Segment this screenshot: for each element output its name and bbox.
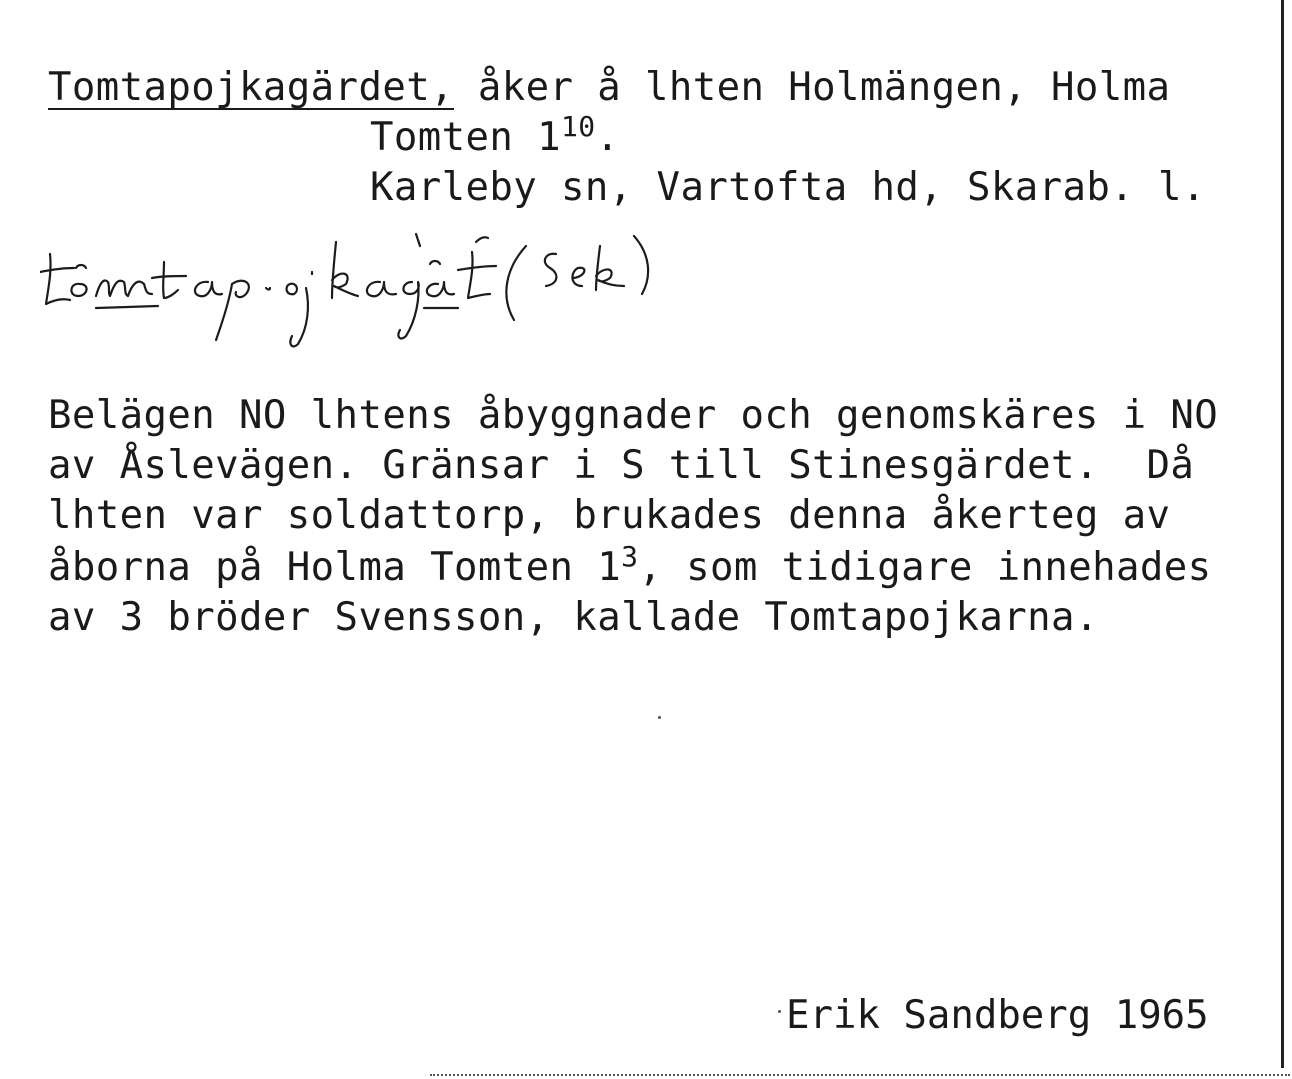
body-line-3: lhten var soldattorp, brukades denna åkerteg av <box>48 493 1171 538</box>
property-number-superscript: 10 <box>561 110 596 143</box>
property-designation: Tomten 1 <box>370 115 562 160</box>
location-line-1 <box>370 110 620 162</box>
body-line-4-superscript: 3 <box>621 540 639 573</box>
body-line-1: Belägen NO lhtens åbyggnader och genomskäres i NO <box>48 393 1219 438</box>
handwritten-pronunciation <box>40 232 870 352</box>
body-line-5: av 3 bröder Svensson, kallade Tomtapojkarna. <box>48 595 1099 640</box>
body-line-4 <box>48 540 1212 592</box>
paper-speck <box>658 716 661 719</box>
heading-line <box>48 64 1170 112</box>
body-line-4-start: åborna på Holma Tomten 1 <box>48 545 622 590</box>
place-name: Tomtapojkagärdet, <box>48 65 454 110</box>
body-line-4-end: , som tidigare innehades <box>638 545 1212 590</box>
location-line-2: Karleby sn, Vartofta hd, Skarab. l. <box>370 165 1206 210</box>
body-line-2: av Åslevägen. Gränsar i S till Stinesgärdet. Då <box>48 443 1195 488</box>
card-right-edge <box>1281 0 1284 1068</box>
card-bottom-edge <box>430 1074 1290 1076</box>
paper-speck <box>778 1010 781 1013</box>
heading-description: åker å lhten Holmängen, Holma <box>453 65 1171 110</box>
property-designation-end: . <box>595 115 620 160</box>
author-signature: Erik Sandberg 1965 <box>786 993 1209 1038</box>
